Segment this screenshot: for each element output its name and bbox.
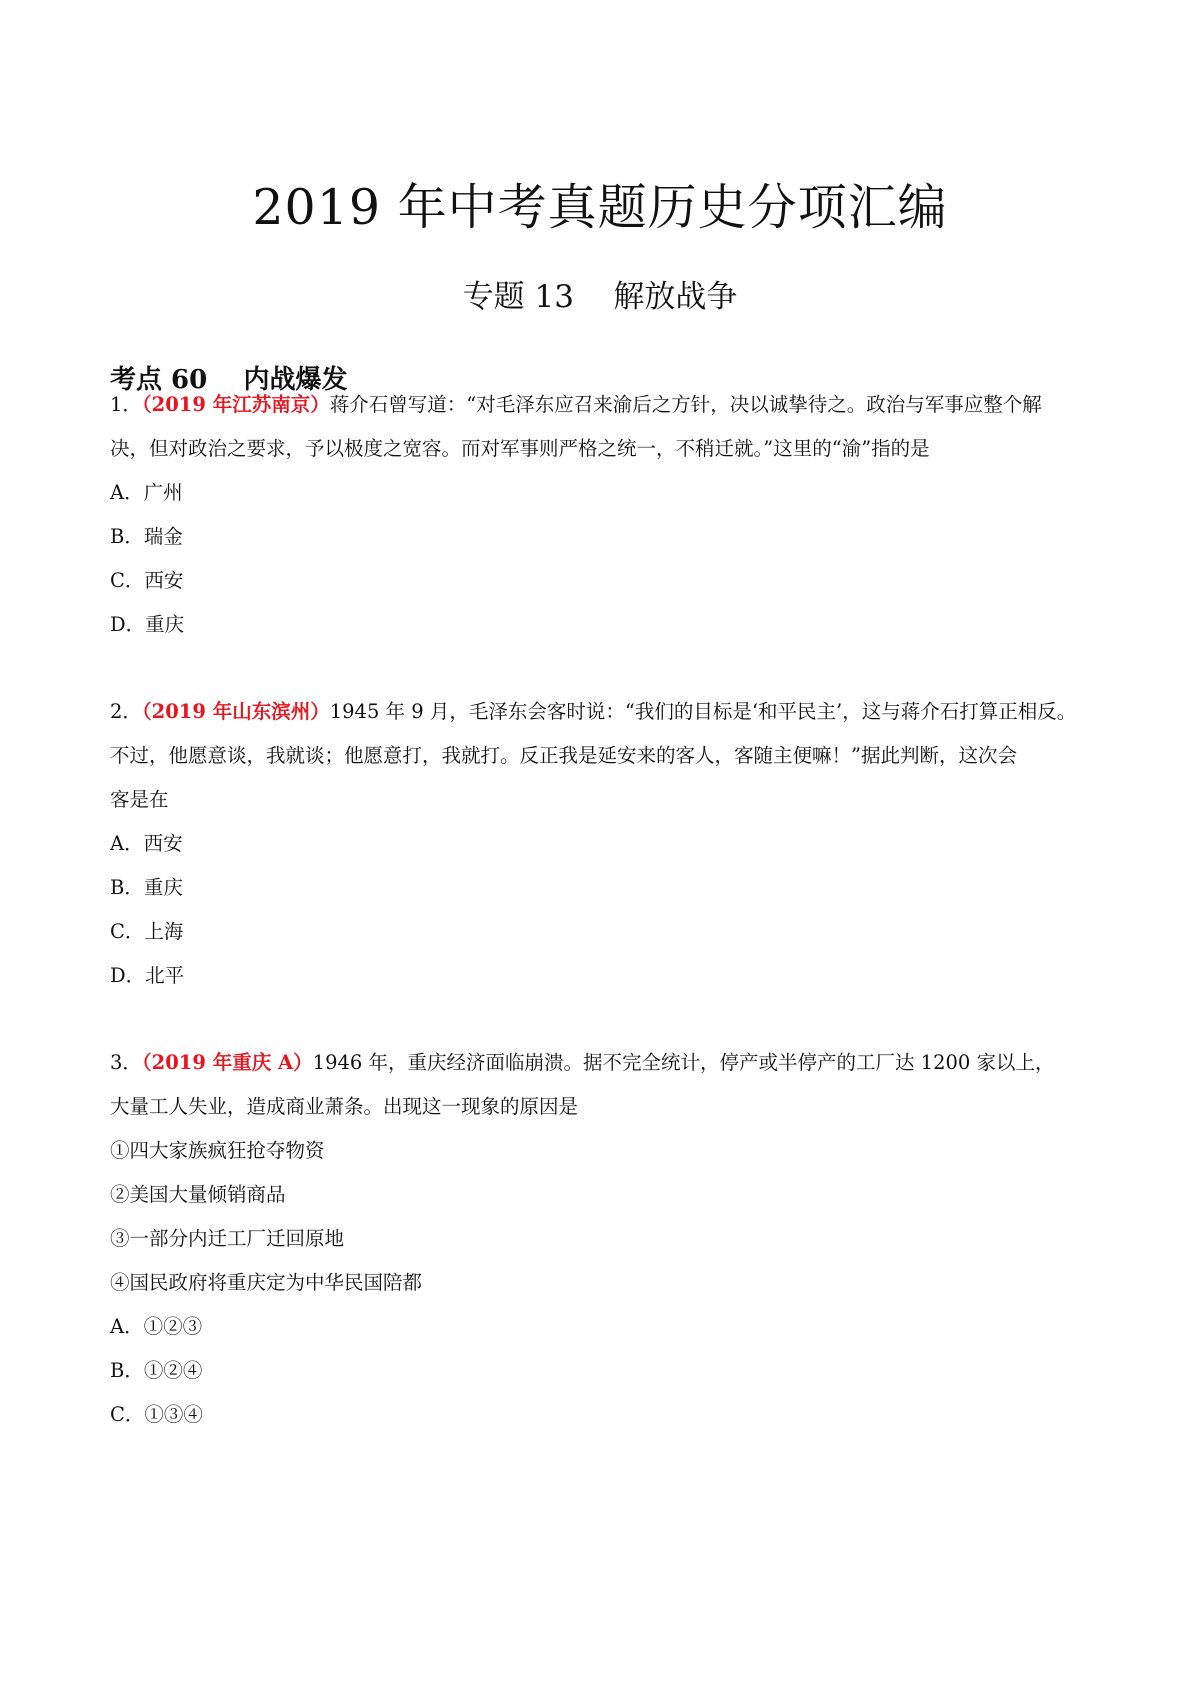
question-3-line-2: 大量工人失业，造成商业萧条。出现这一现象的原因是 bbox=[110, 1095, 579, 1118]
question-1-option-b: B．瑞金 bbox=[110, 525, 183, 548]
question-source: （2019 年重庆 A） bbox=[141, 1051, 313, 1074]
question-3-option-c: C．①③④ bbox=[110, 1403, 203, 1426]
question-source: （2019 年江苏南京） bbox=[141, 393, 330, 416]
question-1-option-c: C．西安 bbox=[110, 569, 184, 592]
document-title: 2019 年中考真题历史分项汇编 bbox=[252, 179, 948, 236]
question-number: 1． bbox=[110, 393, 142, 416]
question-3-line-1 bbox=[110, 1048, 1100, 1078]
question-3-option-a: A．①②③ bbox=[110, 1315, 203, 1338]
question-2-option-a: A．西安 bbox=[110, 832, 183, 855]
section-heading: 考点 60 内战爆发 bbox=[110, 365, 348, 395]
question-text: 1945 年 9 月，毛泽东会客时说：“我们的目标是‘和平民主’，这与蒋介石打算正相反。 bbox=[329, 700, 1077, 723]
question-3-statement-2: ②美国大量倾销商品 bbox=[110, 1183, 286, 1206]
question-2-line-3: 客是在 bbox=[110, 788, 169, 811]
question-3-statement-4: ④国民政府将重庆定为中华民国陪都 bbox=[110, 1271, 423, 1294]
question-text: 蒋介石曾写道：“对毛泽东应召来渝后之方针，决以诚挚待之。政治与军事应整个解 bbox=[329, 393, 1042, 416]
question-source: （2019 年山东滨州） bbox=[141, 700, 330, 723]
question-3-option-b: B．①②④ bbox=[110, 1359, 203, 1382]
question-number: 3． bbox=[110, 1051, 142, 1074]
topic-subtitle: 专题 13 解放战争 bbox=[462, 279, 738, 315]
question-2-line-1 bbox=[110, 697, 1100, 727]
question-2-line-2: 不过，他愿意谈，我就谈；他愿意打，我就打。反正我是延安来的客人，客随主便嘛！”据此判断，这次会 bbox=[110, 744, 1017, 767]
question-2-option-b: B．重庆 bbox=[110, 876, 183, 899]
question-3-statement-3: ③一部分内迁工厂迁回原地 bbox=[110, 1227, 345, 1250]
question-3-statement-1: ①四大家族疯狂抢夺物资 bbox=[110, 1139, 325, 1162]
question-2-option-d: D．北平 bbox=[110, 964, 185, 987]
question-number: 2． bbox=[110, 700, 142, 723]
question-text: 1946 年，重庆经济面临崩溃。据不完全统计，停产或半停产的工厂达 1200 家以上， bbox=[312, 1051, 1055, 1074]
question-2-option-c: C．上海 bbox=[110, 920, 184, 943]
question-1-option-a: A．广州 bbox=[110, 481, 183, 504]
question-1-option-d: D．重庆 bbox=[110, 613, 185, 636]
question-1-line-1 bbox=[110, 390, 1100, 420]
question-1-line-2: 决，但对政治之要求，予以极度之宽容。而对军事则严格之统一，不稍迁就。”这里的“渝”指的是 bbox=[110, 437, 930, 460]
